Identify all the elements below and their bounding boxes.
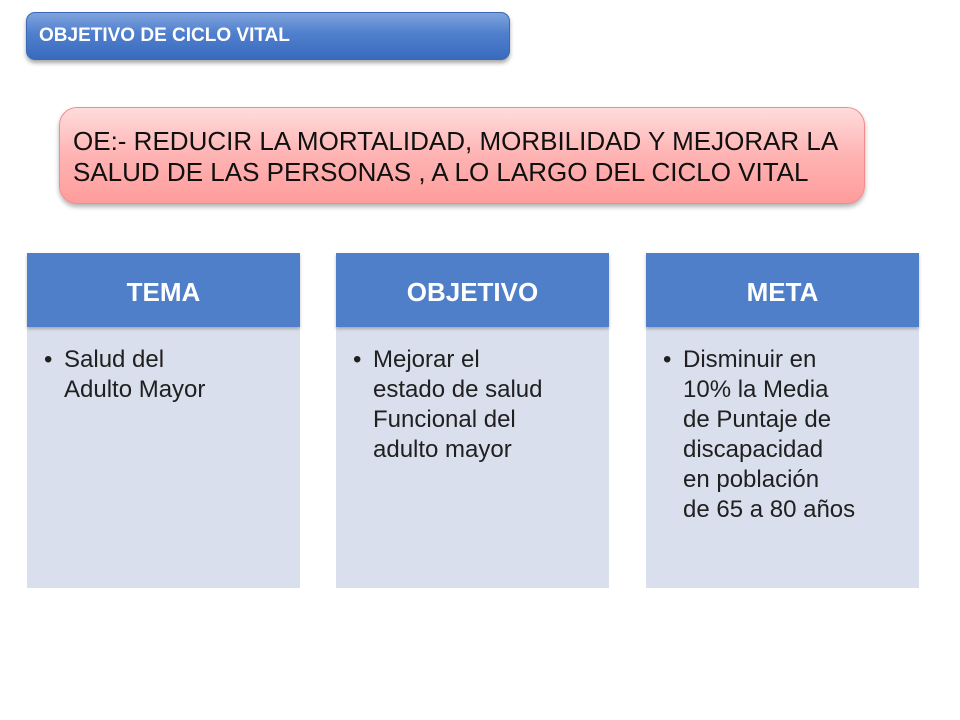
text-line: discapacidad xyxy=(683,436,824,463)
text-line: 10% la Media xyxy=(683,376,829,403)
text-line: Mejorar el xyxy=(373,346,480,373)
text-line: en población xyxy=(683,466,820,493)
bullet-icon: • xyxy=(44,346,53,373)
text-line: estado de salud xyxy=(373,376,543,403)
column-meta-content xyxy=(663,345,909,525)
column-tema xyxy=(27,253,300,588)
list-item xyxy=(44,345,290,405)
text-line: adulto mayor xyxy=(373,436,512,463)
column-meta-header: META xyxy=(646,253,919,327)
text-line: de Puntaje de xyxy=(683,406,832,433)
slide-title-banner xyxy=(26,12,510,60)
objective-line-1: OE:- REDUCIR LA MORTALIDAD, MORBILIDAD Y MEJORAR LA xyxy=(73,126,839,156)
text-line: Salud del xyxy=(64,346,165,373)
list-item-text xyxy=(64,345,205,405)
column-tema-header: TEMA xyxy=(27,253,300,327)
list-item-text xyxy=(373,345,542,465)
objective-line-2: SALUD DE LAS PERSONAS , A LO LARGO DEL CICLO VITAL xyxy=(73,157,809,187)
list-item-text xyxy=(683,345,855,525)
text-line: Disminuir en xyxy=(683,346,817,373)
column-objetivo xyxy=(336,253,609,588)
text-line: Adulto Mayor xyxy=(64,376,206,403)
list-item xyxy=(663,345,909,525)
text-line: Funcional del xyxy=(373,406,516,433)
column-tema-content xyxy=(44,345,290,405)
column-objetivo-content xyxy=(353,345,599,465)
slide-title-text: OBJETIVO DE CICLO VITAL xyxy=(39,25,290,46)
bullet-icon: • xyxy=(663,346,672,373)
objective-banner xyxy=(59,107,865,204)
column-objetivo-header: OBJETIVO xyxy=(336,253,609,327)
column-meta xyxy=(646,253,919,588)
list-item xyxy=(353,345,599,465)
bullet-icon: • xyxy=(353,346,362,373)
text-line: de 65 a 80 años xyxy=(683,496,856,523)
